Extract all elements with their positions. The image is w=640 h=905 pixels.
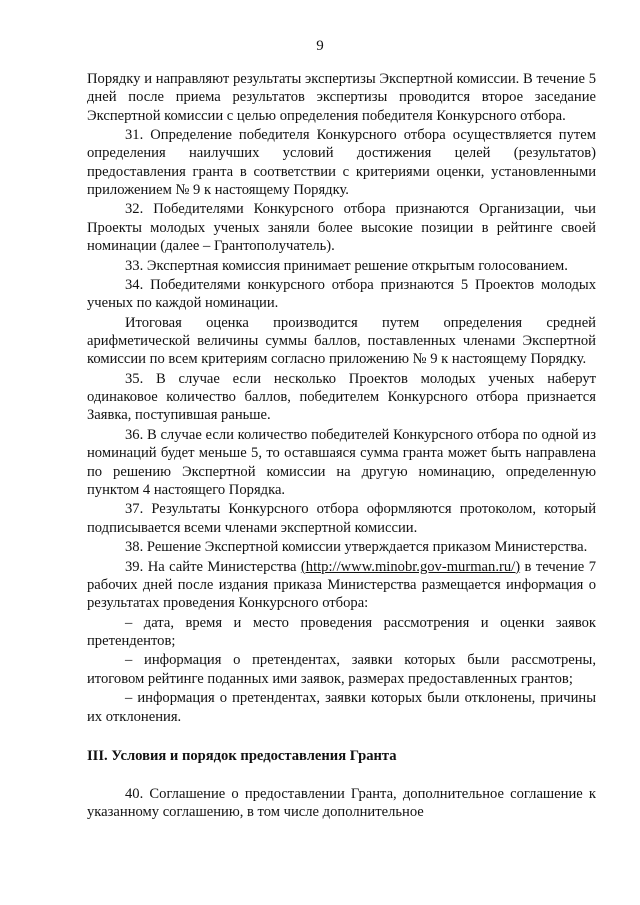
paragraph-40: 40. Соглашение о предоставлении Гранта, дополнительное соглашение к указанному соглашению, в том числе дополнительное: [87, 786, 596, 821]
paragraph-32: 32. Победителями Конкурсного отбора признаются Организации, чьи Проекты молодых ученых заняли более высокие позиции в рейтинге своей номинации (далее – Грантополучатель).: [87, 201, 596, 255]
paragraph-0: Порядку и направляют результаты экспертизы Экспертной комиссии. В течение 5 дней после приема результатов экспертизы проводится второе заседание Экспертной комиссии с целью определения победителя Конкурсного отбора.: [87, 71, 596, 124]
paragraph-35: 35. В случае если несколько Проектов молодых ученых наберут одинаковое количество баллов, победителем Конкурсного отбора признается Заявка, поступившая раньше.: [87, 370, 596, 424]
document-body: [87, 70, 596, 823]
paragraph-37: 37. Результаты Конкурсного отбора оформляются протоколом, который подписывается всеми членами экспертной комиссии.: [87, 501, 596, 536]
list-item-rejected: – информация о претендентах, заявки которых были отклонены, причины их отклонения.: [87, 690, 596, 725]
ministry-site-link[interactable]: (http://www.minobr.gov-murman.ru/): [300, 558, 521, 575]
paragraph-34-score: Итоговая оценка производится путем определения средней арифметической величины суммы баллов, поставленных членами Экспертной комиссии по всем критериям согласно приложению № 9 к настоящему Порядку.: [87, 314, 596, 368]
paragraph-39-after: в течение 7 рабочих дней после издания приказа Министерства размещается информация о результатах проведения Конкурсного отбора:: [87, 558, 596, 612]
paragraph-39: [87, 558, 596, 613]
paragraph-39-before: 39. На сайте Министерства: [125, 558, 301, 575]
list-item-reviewed: – информация о претендентах, заявки которых были рассмотрены, итоговом рейтинге поданных ими заявок, размерах предоставленных грантов;: [87, 652, 596, 687]
section-title: III. Условия и порядок предоставления Гранта: [87, 747, 397, 764]
paragraph-31: 31. Определение победителя Конкурсного отбора осуществляется путем определения наилучших условий достижения целей (результатов) предоставления гранта в соответствии с критериями оценки, установленными приложением № 9 к настоящему Порядку.: [87, 127, 596, 198]
paragraph-38: 38. Решение Экспертной комиссии утверждается приказом Министерства.: [125, 539, 588, 556]
page-number: 9: [316, 38, 324, 54]
paragraph-36: 36. В случае если количество победителей Конкурсного отбора по одной из номинаций будет меньше 5, то оставшаяся сумма гранта может быть направлена по решению Экспертной комиссии на другую номинацию, определенную пунктом 4 настоящего Порядка.: [87, 426, 596, 498]
paragraph-34: 34. Победителями конкурсного отбора признаются 5 Проектов молодых ученых по каждой номинации.: [87, 277, 596, 312]
list-item-dates: – дата, время и место проведения рассмотрения и оценки заявок претендентов;: [87, 614, 596, 649]
paragraph-33: 33. Экспертная комиссия принимает решение открытым голосованием.: [125, 257, 568, 274]
